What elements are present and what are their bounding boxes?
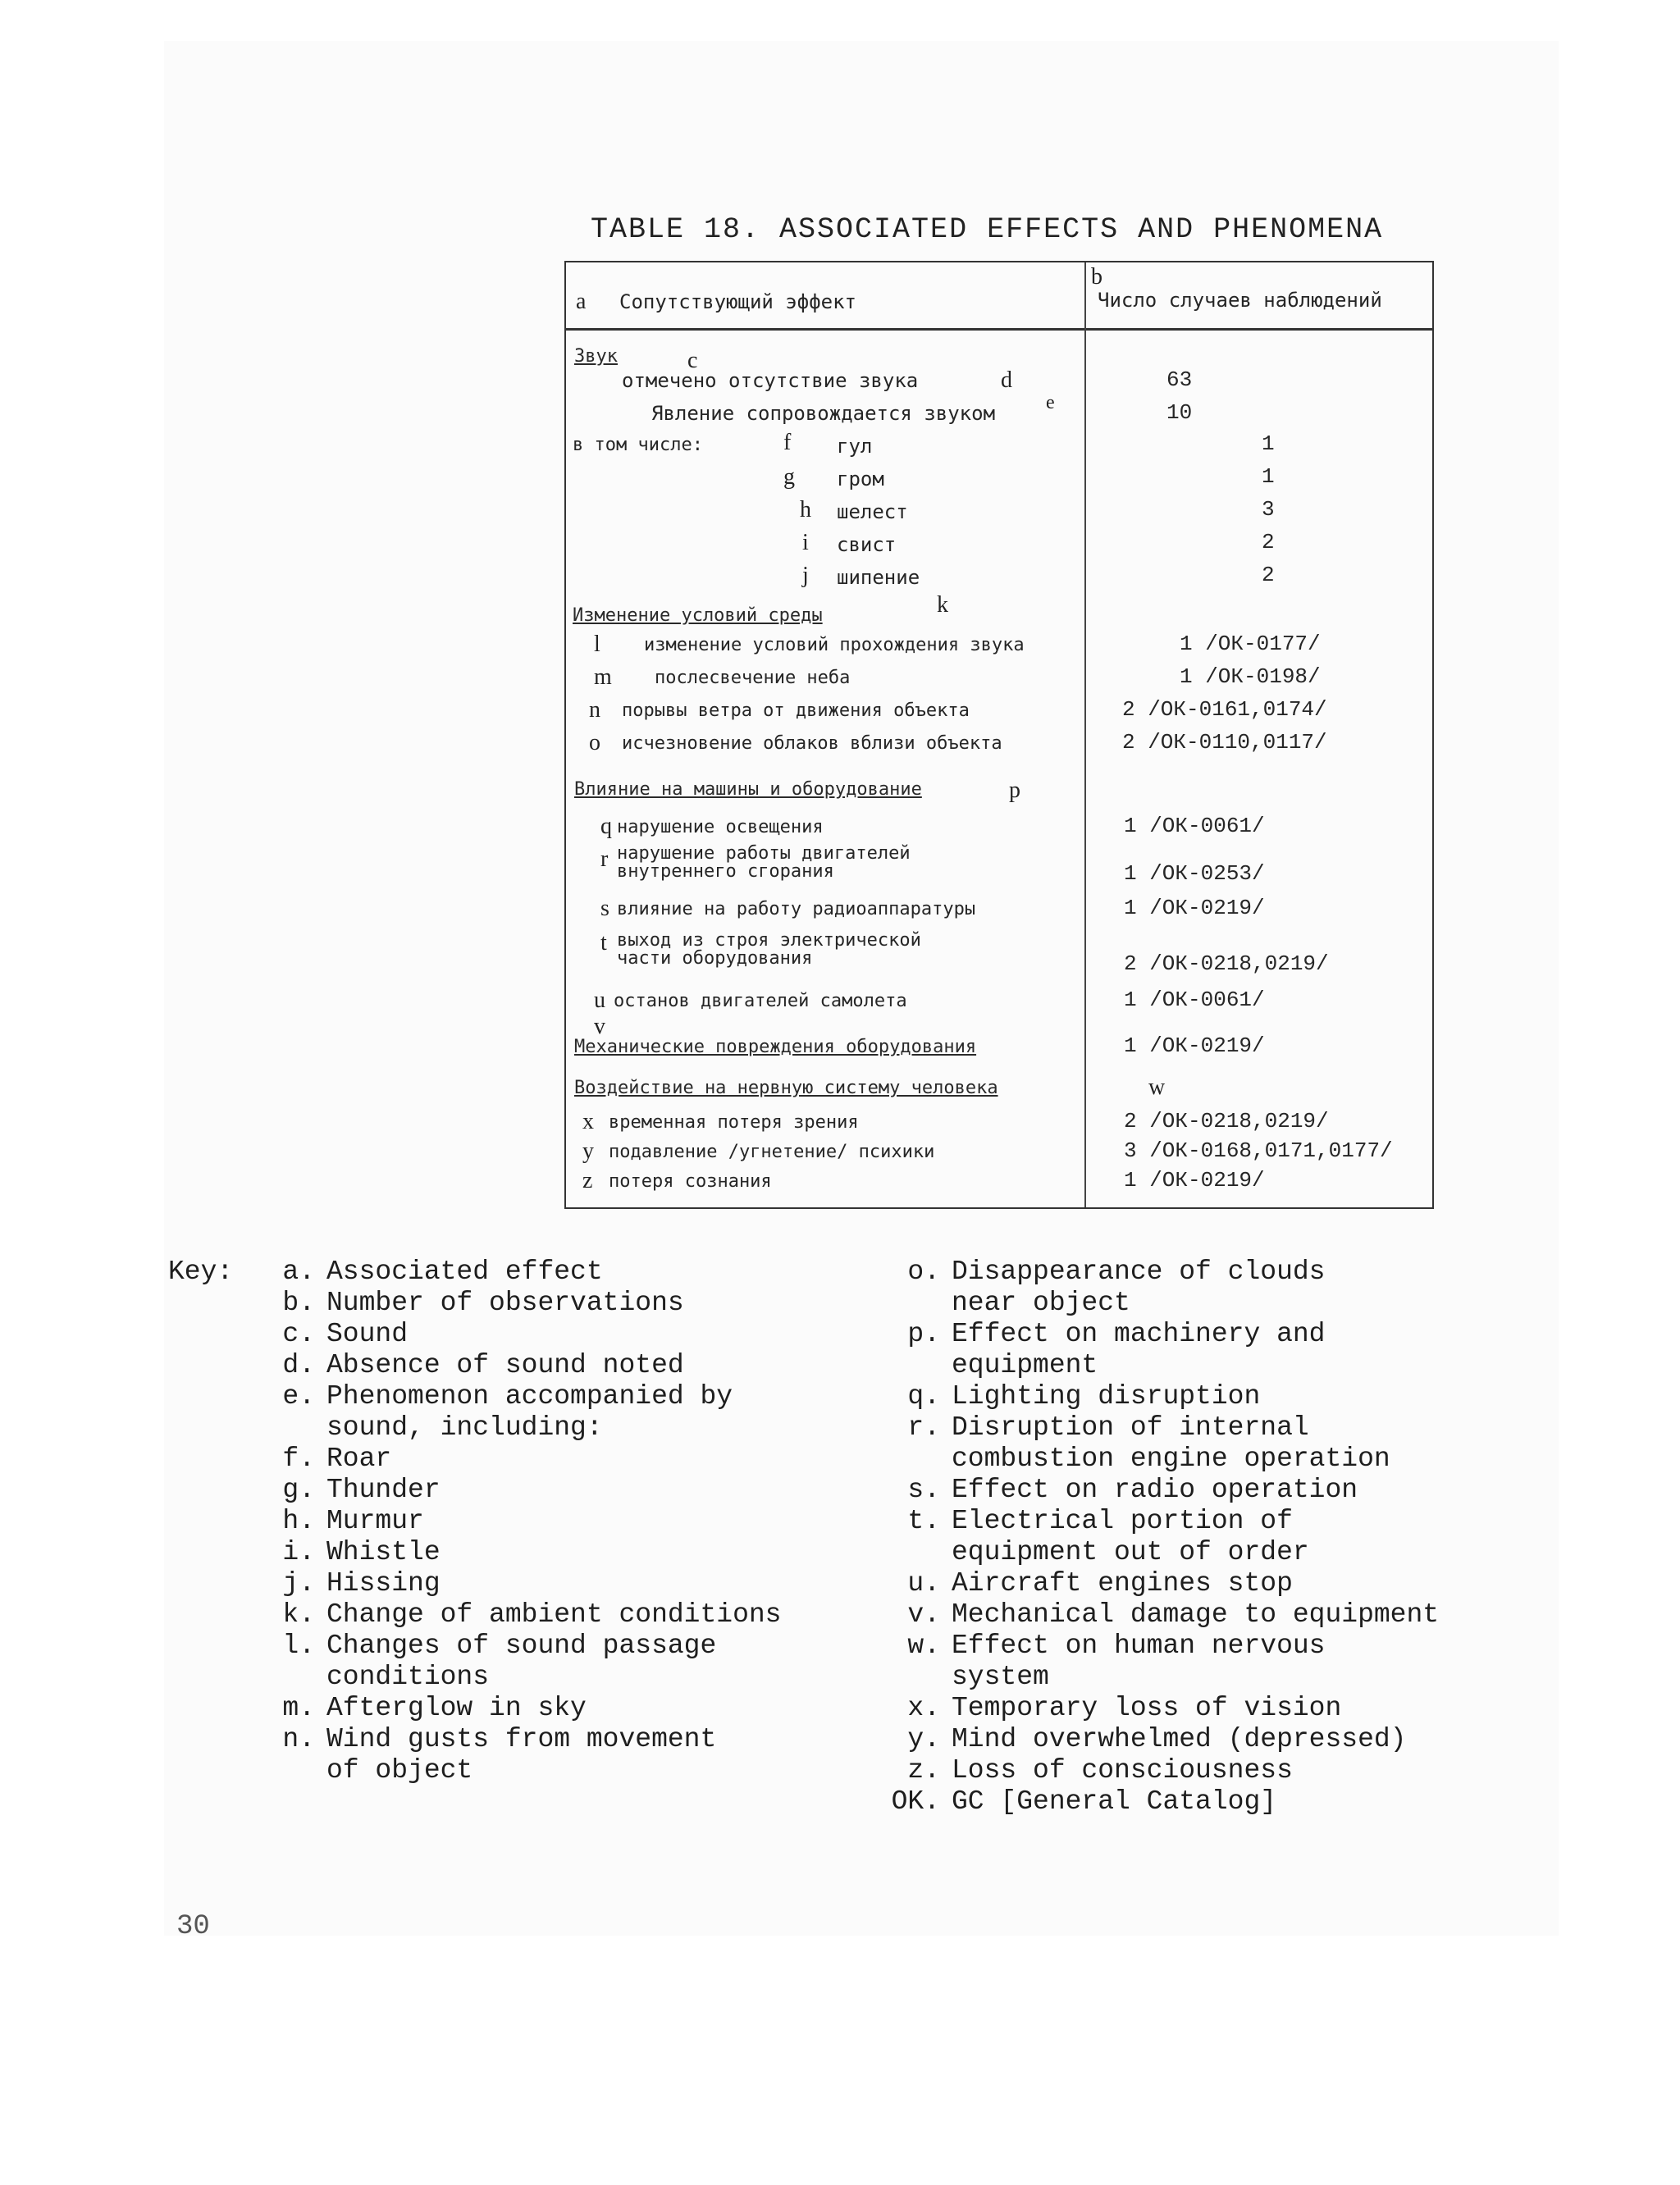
key-letter: v. [907,1599,940,1630]
key-meaning: Roar [326,1444,392,1474]
key-meaning: GC [General Catalog] [952,1786,1277,1817]
row-text-t: выход из строя электрической части оборудования [617,930,921,969]
row-letter-s: s [600,896,609,921]
row-text-e: Явление сопровождается звуком [651,402,996,425]
key-meaning: Aircraft engines stop [952,1568,1293,1599]
key-letter: l. [282,1631,315,1661]
key-meaning: Phenomenon accompanied by sound, including: [326,1381,733,1443]
column-divider [1084,262,1086,1207]
key-entry [261,1568,884,1599]
key-letter: q. [907,1381,940,1412]
key-meaning: Mechanical damage to equipment [952,1599,1440,1630]
key-meaning: Murmur [326,1506,424,1536]
table-title: TABLE 18. ASSOCIATED EFFECTS AND PHENOMENA [591,213,1384,246]
row-letter-f: f [783,430,792,455]
row-value-d: 63 [1166,367,1193,392]
key-entry [886,1693,1542,1724]
row-text-s: влияние на работу радиоаппаратуры [617,899,976,919]
key-meaning: Whistle [326,1537,441,1567]
key-letter: i. [282,1537,315,1567]
key-meaning: Disruption of internal combustion engine operation [952,1412,1390,1474]
key-entry [261,1599,884,1631]
row-value-q: 1 /ОК-0061/ [1124,814,1265,838]
row-value-v: 1 /ОК-0219/ [1124,1033,1265,1058]
section-machinery: Влияние на машины и оборудование [574,779,922,800]
row-letter-c: c [687,348,698,373]
row-letter-q: q [600,814,612,839]
row-text-y: подавление /угнетение/ психики [609,1142,935,1162]
key-meaning: Absence of sound noted [326,1350,684,1380]
row-value-j: 2 [1262,563,1275,587]
key-letter: f. [282,1444,315,1474]
header-letter-a: a [576,289,587,314]
row-text-n: порывы ветра от движения объекта [622,700,970,721]
key-entry [886,1257,1542,1319]
row-text-i: свист [837,533,897,556]
key-entry [261,1288,884,1319]
row-value-f: 1 [1262,431,1275,456]
row-letter-o: o [589,730,600,755]
row-value-y: 3 /ОК-0168,0171,0177/ [1124,1138,1393,1163]
key-meaning: Disappearance of clouds near object [952,1257,1326,1318]
row-letter-d: d [1001,367,1012,393]
row-value-i: 2 [1262,530,1275,554]
header-associated-effect: Сопутствующий эффект [619,290,856,313]
row-value-o: 2 /ОК-0110,0117/ [1122,730,1327,755]
key-entry [261,1381,884,1444]
key-letter: k. [282,1599,315,1630]
row-value-m: 1 /ОК-0198/ [1180,664,1321,689]
page-number: 30 [176,1911,210,1942]
key-meaning: Effect on machinery and equipment [952,1319,1326,1380]
row-letter-i: i [802,530,809,555]
key-entry [261,1319,884,1350]
key-letter: z. [907,1755,940,1786]
key-meaning: Changes of sound passage conditions [326,1631,717,1692]
key-entry [261,1444,884,1475]
row-letter-k: k [937,592,948,618]
header-letter-b: b [1091,264,1102,290]
row-value-u: 1 /ОК-0061/ [1124,988,1265,1012]
key-meaning: Mind overwhelmed (depressed) [952,1724,1407,1754]
section-ambient-conditions: Изменение условий среды [573,605,823,626]
key-letter: w. [907,1631,940,1661]
key-letter: j. [282,1568,315,1599]
row-letter-p: p [1009,778,1020,803]
row-text-j: шипение [837,566,920,589]
key-entry [886,1568,1542,1599]
key-letter: u. [907,1568,940,1599]
row-text-x: временная потеря зрения [609,1112,859,1133]
key-meaning: Number of observations [326,1288,684,1318]
key-letter: h. [282,1506,315,1536]
row-letter-m: m [594,664,612,690]
key-meaning: Loss of consciousness [952,1755,1293,1786]
row-text-l: изменение условий прохождения звука [644,635,1025,655]
key-letter: d. [282,1350,315,1380]
key-letter: a. [282,1257,315,1287]
key-meaning: Change of ambient conditions [326,1599,782,1630]
row-value-l: 1 /ОК-0177/ [1180,632,1321,656]
key-meaning: Hissing [326,1568,441,1599]
key-entry [886,1506,1542,1568]
key-entry [261,1350,884,1381]
key-meaning: Temporary loss of vision [952,1693,1342,1723]
row-letter-z: z [582,1168,593,1193]
row-value-n: 2 /ОК-0161,0174/ [1122,697,1327,722]
table-header [566,262,1432,331]
key-letter: s. [907,1475,940,1505]
row-text-u: останов двигателей самолета [614,991,907,1011]
key-entry [261,1506,884,1537]
key-letter: b. [282,1288,315,1318]
key-entry [886,1319,1542,1381]
key-entry [261,1537,884,1568]
row-letter-v: v [594,1014,605,1039]
key-entry [886,1475,1542,1506]
key-letter: c. [282,1319,315,1349]
key-letter: m. [282,1693,315,1723]
row-text-o: исчезновение облаков вблизи объекта [622,733,1002,754]
row-letter-g: g [783,464,795,490]
row-letter-e: e [1046,392,1055,413]
key-entry [261,1475,884,1506]
key-entry [261,1724,884,1786]
row-value-e: 10 [1166,400,1193,425]
key-meaning: Thunder [326,1475,441,1505]
key-list-left [261,1257,884,1786]
row-value-z: 1 /ОК-0219/ [1124,1168,1265,1193]
row-letter-h: h [800,497,811,522]
key-letter: r. [907,1412,940,1443]
key-letter: n. [282,1724,315,1754]
key-entry [886,1724,1542,1755]
key-meaning: Associated effect [326,1257,603,1287]
row-text-h: шелест [837,500,908,523]
key-entry [886,1631,1542,1693]
row-text-q: нарушение освещения [617,817,824,837]
key-letter: g. [282,1475,315,1505]
key-letter: e. [282,1381,315,1412]
key-letter: x. [907,1693,940,1723]
key-label: Key: [168,1257,234,1287]
header-number-of-observations: Число случаев наблюдений [1098,289,1382,312]
row-text-g: гром [837,468,884,490]
key-meaning: Wind gusts from movement of object [326,1724,717,1786]
key-meaning: Effect on radio operation [952,1475,1358,1505]
key-letter: p. [907,1319,940,1349]
row-prefix-including: в том числе: [573,435,703,455]
row-letter-l: l [594,632,600,657]
row-letter-u: u [594,988,605,1013]
key-meaning: Effect on human nervous system [952,1631,1326,1692]
key-entry [886,1786,1542,1818]
key-entry [261,1631,884,1693]
key-entry [261,1257,884,1288]
row-text-z: потеря сознания [609,1171,772,1192]
key-meaning: Sound [326,1319,409,1349]
key-meaning: Lighting disruption [952,1381,1261,1412]
key-meaning: Electrical portion of equipment out of order [952,1506,1309,1567]
section-nervous-system: Воздействие на нервную систему человека [574,1078,998,1098]
row-text-d: отмечено отсутствие звука [622,369,919,392]
row-value-g: 1 [1262,464,1275,489]
section-sound: Звук [574,346,618,367]
row-letter-t: t [600,930,607,956]
row-value-h: 3 [1262,497,1275,522]
key-entry [886,1599,1542,1631]
associated-effects-table [564,261,1434,1209]
row-text-v: Механические повреждения оборудования [574,1037,977,1057]
key-meaning: Afterglow in sky [326,1693,587,1723]
row-letter-j: j [802,563,809,588]
key-letter: y. [907,1724,940,1754]
row-text-f: гул [837,435,873,458]
row-text-m: послесвечение неба [655,668,851,688]
key-entry [886,1755,1542,1786]
row-letter-x: x [582,1109,594,1134]
row-letter-r: r [600,846,609,872]
key-letter: OK. [891,1786,940,1817]
row-text-r: нарушение работы двигателей внутреннего сгорания [617,843,911,882]
key-entry [261,1693,884,1724]
row-value-r: 1 /ОК-0253/ [1124,861,1265,886]
key-entry [886,1412,1542,1475]
key-list-right [886,1257,1542,1818]
key-entry [886,1381,1542,1412]
row-letter-w: w [1148,1074,1166,1100]
row-letter-y: y [582,1138,594,1164]
row-value-s: 1 /ОК-0219/ [1124,896,1265,920]
row-letter-n: n [589,697,600,723]
row-value-x: 2 /ОК-0218,0219/ [1124,1109,1329,1134]
row-value-t: 2 /ОК-0218,0219/ [1124,951,1329,976]
key-letter: o. [907,1257,940,1287]
key-letter: t. [907,1506,940,1536]
